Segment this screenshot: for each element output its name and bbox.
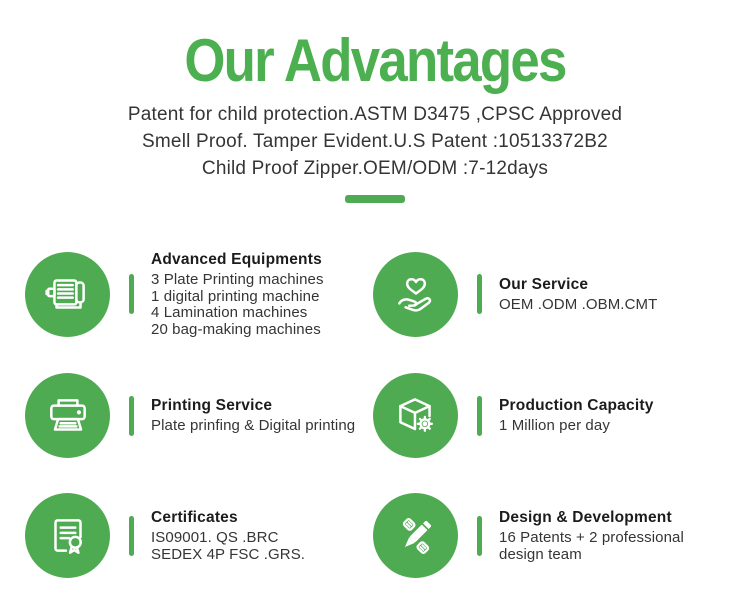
- text-line: 4 Lamination machines: [151, 304, 308, 321]
- feature-printing-service: [25, 373, 373, 458]
- text-line: 3 Plate Printing machines: [151, 271, 324, 288]
- feature-accent-bar: [129, 274, 134, 314]
- feature-accent-bar: [129, 396, 134, 436]
- feature-icon-circle: [25, 493, 110, 578]
- text-line: Patent for child protection.ASTM D3475 ,CPSC Approved: [127, 104, 623, 125]
- feature-accent-bar: [477, 274, 482, 314]
- feature-our-service: [373, 250, 725, 338]
- page-title: Our Advantages: [184, 27, 566, 94]
- subtitle: [0, 101, 750, 182]
- feature-title: Production Capacity: [499, 397, 654, 415]
- feature-icon-circle: [25, 373, 110, 458]
- hand-holding-heart-icon: [391, 269, 441, 319]
- text-line: SEDEX 4P FSC .GRS.: [151, 545, 306, 563]
- pencil-design-icon: [391, 511, 441, 561]
- text-line: 1 Million per day: [499, 417, 610, 435]
- feature-accent-bar: [477, 396, 482, 436]
- feature-icon-circle: [373, 252, 458, 337]
- certificate-icon: [43, 511, 93, 561]
- text-line: Plate prinfing & Digital printing: [151, 417, 356, 435]
- feature-text: [151, 508, 305, 563]
- text-line: OEM .ODM .OBM.CMT: [499, 295, 658, 313]
- text-line: Child Proof Zipper.OEM/ODM :7-12days: [201, 158, 549, 179]
- text-line: 20 bag-making machines: [151, 320, 321, 338]
- feature-text: [499, 508, 684, 563]
- feature-lines: [499, 418, 654, 435]
- text-line: IS09001. QS .BRC: [151, 529, 279, 546]
- feature-lines: [151, 272, 324, 338]
- feature-icon-circle: [373, 493, 458, 578]
- features-grid: [25, 250, 750, 578]
- printer-icon: [43, 391, 93, 441]
- text-line: design team: [499, 545, 582, 563]
- feature-icon-circle: [25, 252, 110, 337]
- feature-accent-bar: [129, 516, 134, 556]
- feature-text: [151, 396, 355, 435]
- feature-text: [151, 250, 324, 338]
- feature-text: [499, 275, 657, 314]
- feature-lines: [151, 530, 305, 563]
- cube-gear-icon: [391, 391, 441, 441]
- text-line: 16 Patents + 2 professional: [499, 529, 684, 546]
- feature-title: Printing Service: [151, 397, 273, 415]
- feature-title: Design & Development: [499, 509, 672, 526]
- feature-title: Our Service: [499, 275, 589, 293]
- feature-advanced-equipments: [25, 250, 373, 338]
- feature-icon-circle: [373, 373, 458, 458]
- feature-lines: [499, 530, 684, 563]
- feature-certificates: [25, 493, 373, 578]
- text-line: Smell Proof. Tamper Evident.U.S Patent :10513372B2: [142, 131, 608, 152]
- feature-design-development: [373, 493, 725, 578]
- motor-icon: [43, 269, 93, 319]
- feature-title: Certificates: [151, 509, 238, 526]
- feature-lines: [499, 297, 657, 314]
- feature-lines: [151, 418, 355, 435]
- title-divider-bar: [345, 195, 405, 203]
- feature-production-capacity: [373, 373, 725, 458]
- text-line: 1 digital printing machine: [151, 287, 320, 305]
- feature-accent-bar: [477, 516, 482, 556]
- feature-text: [499, 396, 654, 435]
- feature-title: Advanced Equipments: [151, 251, 322, 268]
